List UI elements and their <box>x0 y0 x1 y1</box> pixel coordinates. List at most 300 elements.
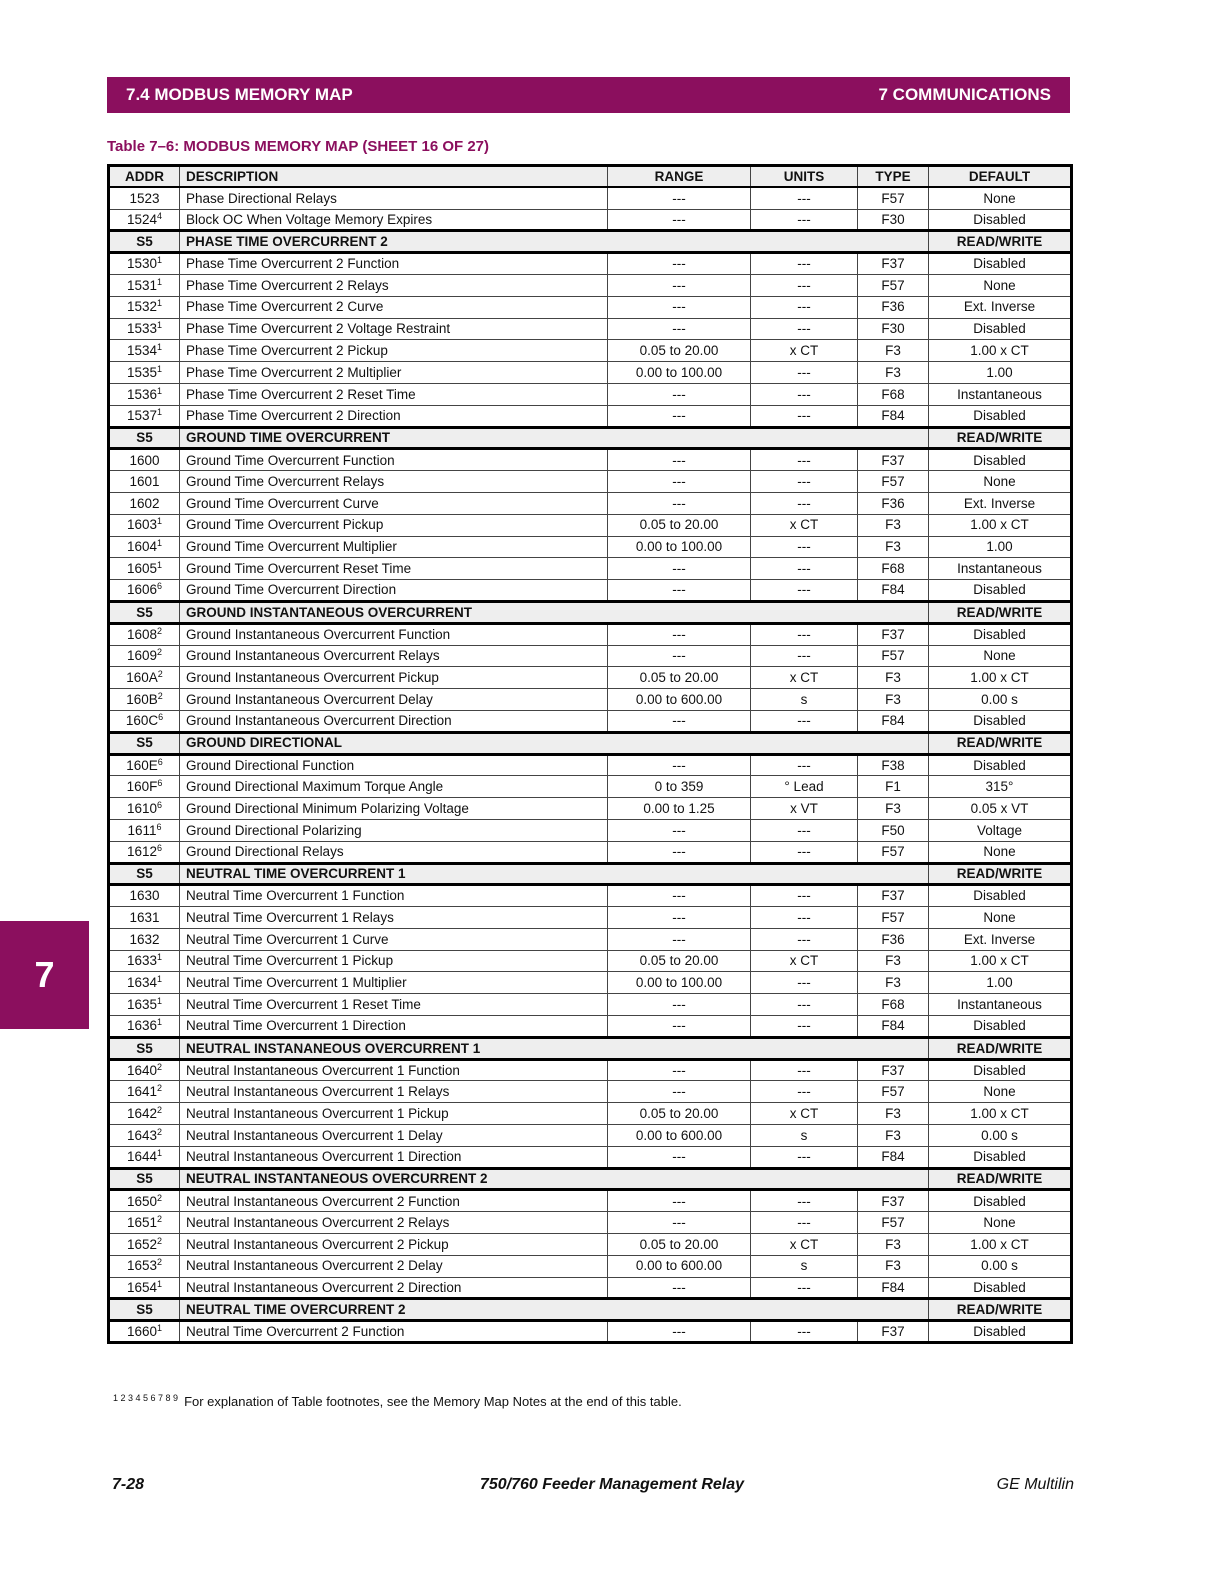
addr-cell <box>109 383 180 405</box>
addr-cell <box>109 667 180 689</box>
section-access-cell: READ/WRITE <box>929 231 1072 253</box>
section-title-cell: NEUTRAL TIME OVERCURRENT 1 <box>180 863 929 885</box>
range-cell: 0.05 to 20.00 <box>608 950 751 972</box>
addr-value: 1535 <box>126 364 158 380</box>
section-title: 7.4 MODBUS MEMORY MAP <box>126 85 353 104</box>
units-cell: --- <box>751 580 858 602</box>
section-title-cell: NEUTRAL INSTANANEOUS OVERCURRENT 1 <box>180 1037 929 1059</box>
footnote-ref: 2 <box>157 1235 163 1246</box>
type-cell: F68 <box>858 383 929 405</box>
addr-cell <box>109 558 180 580</box>
section-title-cell: GROUND INSTANTANEOUS OVERCURRENT <box>180 601 929 623</box>
table-row <box>109 1255 1072 1277</box>
units-cell: --- <box>751 1059 858 1081</box>
table-row <box>109 994 1072 1016</box>
table-title: Table 7–6: MODBUS MEMORY MAP (SHEET 16 OF 27) <box>107 138 490 155</box>
type-cell: F1 <box>858 776 929 798</box>
section-row <box>109 863 1072 885</box>
default-cell: None <box>929 187 1072 209</box>
default-cell: Disabled <box>929 754 1072 776</box>
default-cell: 1.00 x CT <box>929 950 1072 972</box>
range-cell: --- <box>608 296 751 318</box>
type-cell: F57 <box>858 1212 929 1234</box>
units-cell: --- <box>751 754 858 776</box>
units-cell: x CT <box>751 1234 858 1256</box>
description-cell: Ground Time Overcurrent Pickup <box>180 514 608 536</box>
footnote-numbers: 1 2 3 4 5 6 7 8 9 <box>113 1393 179 1403</box>
type-cell: F3 <box>858 798 929 820</box>
default-cell: None <box>929 907 1072 929</box>
footer-company: GE Multilin <box>996 1476 1074 1493</box>
table-row <box>109 296 1072 318</box>
range-cell: --- <box>608 580 751 602</box>
range-cell: --- <box>608 928 751 950</box>
table-row <box>109 1146 1072 1168</box>
footnote-ref: 1 <box>157 538 163 549</box>
addr-value: 1630 <box>129 888 160 904</box>
addr-value: 1523 <box>129 190 160 206</box>
range-cell: --- <box>608 994 751 1016</box>
default-cell: Ext. Inverse <box>929 928 1072 950</box>
addr-cell <box>109 580 180 602</box>
addr-cell <box>109 492 180 514</box>
default-cell: Disabled <box>929 710 1072 732</box>
range-cell: 0.00 to 100.00 <box>608 362 751 384</box>
footnote-ref: 2 <box>157 1061 163 1072</box>
description-cell: Phase Time Overcurrent 2 Curve <box>180 296 608 318</box>
addr-value: 1610 <box>126 800 158 816</box>
description-cell: Neutral Instantaneous Overcurrent 2 Relays <box>180 1212 608 1234</box>
description-cell: Ground Time Overcurrent Reset Time <box>180 558 608 580</box>
default-cell: 1.00 <box>929 362 1072 384</box>
addr-cell <box>109 318 180 340</box>
range-cell: 0.00 to 600.00 <box>608 1255 751 1277</box>
range-cell: --- <box>608 841 751 863</box>
units-cell: --- <box>751 362 858 384</box>
table-row <box>109 928 1072 950</box>
footnote-ref: 1 <box>157 516 163 527</box>
addr-value: 1524 <box>126 211 158 227</box>
range-cell: --- <box>608 754 751 776</box>
range-cell: 0 to 359 <box>608 776 751 798</box>
addr-value: 1600 <box>129 452 160 468</box>
description-cell: Ground Instantaneous Overcurrent Direction <box>180 710 608 732</box>
type-cell: F57 <box>858 1081 929 1103</box>
addr-value: 1631 <box>129 909 160 925</box>
units-cell: --- <box>751 558 858 580</box>
addr-value: 1608 <box>126 626 158 642</box>
description-cell: Ground Instantaneous Overcurrent Function <box>180 623 608 645</box>
addr-value: 1601 <box>129 473 160 489</box>
addr-cell <box>109 1125 180 1147</box>
default-cell: 1.00 <box>929 972 1072 994</box>
type-cell: F3 <box>858 972 929 994</box>
footnote-ref: 1 <box>157 298 163 309</box>
table-row <box>109 645 1072 667</box>
table-row <box>109 819 1072 841</box>
addr-value: 1532 <box>126 299 158 315</box>
footnote-ref: 6 <box>157 799 163 810</box>
col-header-addr: ADDR <box>109 166 180 188</box>
description-cell: Phase Time Overcurrent 2 Direction <box>180 405 608 427</box>
table-row <box>109 1103 1072 1125</box>
addr-cell <box>109 296 180 318</box>
table-header-row <box>109 166 1072 188</box>
section-access-cell: READ/WRITE <box>929 1168 1072 1190</box>
type-cell: F37 <box>858 449 929 471</box>
range-cell: --- <box>608 1016 751 1038</box>
description-cell: Ground Time Overcurrent Multiplier <box>180 536 608 558</box>
units-cell: --- <box>751 274 858 296</box>
type-cell: F3 <box>858 1103 929 1125</box>
units-cell: --- <box>751 405 858 427</box>
footnote-ref: 6 <box>157 842 163 853</box>
description-cell: Phase Time Overcurrent 2 Multiplier <box>180 362 608 384</box>
addr-value: 160E <box>126 757 158 773</box>
type-cell: F37 <box>858 1321 929 1343</box>
addr-cell <box>109 819 180 841</box>
default-cell: Disabled <box>929 1321 1072 1343</box>
table-row <box>109 580 1072 602</box>
footnote-ref: 1 <box>157 1017 163 1028</box>
description-cell: Ground Directional Function <box>180 754 608 776</box>
description-cell: Ground Time Overcurrent Relays <box>180 471 608 493</box>
default-cell: None <box>929 841 1072 863</box>
description-cell: Neutral Time Overcurrent 1 Multiplier <box>180 972 608 994</box>
addr-cell <box>109 776 180 798</box>
units-cell: --- <box>751 623 858 645</box>
type-cell: F57 <box>858 471 929 493</box>
range-cell: --- <box>608 274 751 296</box>
default-cell: Disabled <box>929 318 1072 340</box>
section-access-cell: READ/WRITE <box>929 1037 1072 1059</box>
range-cell: 0.05 to 20.00 <box>608 667 751 689</box>
type-cell: F3 <box>858 950 929 972</box>
section-title-cell: NEUTRAL INSTANTANEOUS OVERCURRENT 2 <box>180 1168 929 1190</box>
section-addr-cell: S5 <box>109 231 180 253</box>
footnote-ref: 1 <box>157 342 163 353</box>
type-cell: F37 <box>858 253 929 275</box>
addr-cell <box>109 689 180 711</box>
units-cell: --- <box>751 972 858 994</box>
default-cell: Voltage <box>929 819 1072 841</box>
description-cell: Neutral Instantaneous Overcurrent 1 Function <box>180 1059 608 1081</box>
range-cell: --- <box>608 383 751 405</box>
addr-cell <box>109 1016 180 1038</box>
addr-value: 1651 <box>126 1214 158 1230</box>
units-cell: s <box>751 1125 858 1147</box>
range-cell: --- <box>608 1277 751 1299</box>
type-cell: F68 <box>858 558 929 580</box>
units-cell: --- <box>751 187 858 209</box>
addr-cell <box>109 536 180 558</box>
type-cell: F38 <box>858 754 929 776</box>
units-cell: --- <box>751 1190 858 1212</box>
type-cell: F57 <box>858 645 929 667</box>
addr-cell <box>109 209 180 231</box>
footnote-ref: 2 <box>157 1083 163 1094</box>
description-cell: Phase Time Overcurrent 2 Pickup <box>180 340 608 362</box>
units-cell: --- <box>751 928 858 950</box>
type-cell: F36 <box>858 492 929 514</box>
footnote-ref: 4 <box>157 210 163 221</box>
default-cell: None <box>929 1212 1072 1234</box>
type-cell: F84 <box>858 1016 929 1038</box>
addr-cell <box>109 471 180 493</box>
range-cell: --- <box>608 1190 751 1212</box>
addr-value: 1640 <box>126 1062 158 1078</box>
range-cell: --- <box>608 710 751 732</box>
default-cell: Instantaneous <box>929 558 1072 580</box>
type-cell: F36 <box>858 928 929 950</box>
description-cell: Neutral Instantaneous Overcurrent 2 Pickup <box>180 1234 608 1256</box>
addr-value: 1642 <box>126 1105 158 1121</box>
footnote-ref: 6 <box>158 712 164 723</box>
addr-value: 1654 <box>126 1279 158 1295</box>
table-row <box>109 449 1072 471</box>
default-cell: Disabled <box>929 253 1072 275</box>
units-cell: x CT <box>751 950 858 972</box>
range-cell: --- <box>608 558 751 580</box>
type-cell: F37 <box>858 623 929 645</box>
default-cell: Disabled <box>929 1146 1072 1168</box>
units-cell: x CT <box>751 1103 858 1125</box>
range-cell: 0.00 to 100.00 <box>608 972 751 994</box>
section-row <box>109 1299 1072 1321</box>
addr-value: 1632 <box>129 931 160 947</box>
addr-value: 1635 <box>126 996 158 1012</box>
table-row <box>109 1212 1072 1234</box>
footer-title: 750/760 Feeder Management Relay <box>479 1476 745 1493</box>
range-cell: 0.00 to 600.00 <box>608 689 751 711</box>
default-cell: 1.00 x CT <box>929 667 1072 689</box>
addr-cell <box>109 623 180 645</box>
col-header-default: DEFAULT <box>929 166 1072 188</box>
section-access-cell: READ/WRITE <box>929 601 1072 623</box>
addr-value: 1534 <box>126 343 158 359</box>
addr-value: 1605 <box>126 560 158 576</box>
type-cell: F84 <box>858 1146 929 1168</box>
footnote-ref: 2 <box>157 1192 163 1203</box>
table-row <box>109 405 1072 427</box>
addr-cell <box>109 972 180 994</box>
addr-value: 1612 <box>126 843 158 859</box>
description-cell: Neutral Time Overcurrent 1 Relays <box>180 907 608 929</box>
section-row <box>109 427 1072 449</box>
default-cell: Disabled <box>929 885 1072 907</box>
col-header-description: DESCRIPTION <box>180 166 608 188</box>
addr-cell <box>109 1212 180 1234</box>
footnote-ref: 2 <box>157 1104 163 1115</box>
description-cell: Neutral Time Overcurrent 1 Reset Time <box>180 994 608 1016</box>
description-cell: Neutral Instantaneous Overcurrent 2 Direction <box>180 1277 608 1299</box>
type-cell: F57 <box>858 907 929 929</box>
footnote-ref: 2 <box>157 1213 163 1224</box>
default-cell: 0.00 s <box>929 1255 1072 1277</box>
units-cell: --- <box>751 536 858 558</box>
addr-cell <box>109 928 180 950</box>
addr-cell <box>109 274 180 296</box>
addr-value: 1611 <box>127 822 157 838</box>
table-row <box>109 253 1072 275</box>
section-addr-cell: S5 <box>109 601 180 623</box>
table-row <box>109 187 1072 209</box>
footnote-ref: 1 <box>157 255 163 266</box>
footnote-ref: 6 <box>157 756 163 767</box>
addr-value: 160F <box>126 778 158 794</box>
description-cell: Phase Time Overcurrent 2 Voltage Restraint <box>180 318 608 340</box>
range-cell: 0.00 to 100.00 <box>608 536 751 558</box>
description-cell: Neutral Instantaneous Overcurrent 2 Function <box>180 1190 608 1212</box>
footnote-ref: 6 <box>157 777 163 788</box>
table-row <box>109 492 1072 514</box>
footnote-ref: 6 <box>156 821 162 832</box>
addr-cell <box>109 885 180 907</box>
default-cell: Disabled <box>929 209 1072 231</box>
default-cell: 1.00 x CT <box>929 1103 1072 1125</box>
table-row <box>109 972 1072 994</box>
addr-value: 1644 <box>126 1149 158 1164</box>
description-cell: Neutral Instantaneous Overcurrent 1 Pickup <box>180 1103 608 1125</box>
addr-cell <box>109 1146 180 1168</box>
addr-cell <box>109 841 180 863</box>
addr-value: 1660 <box>126 1323 158 1339</box>
range-cell: 0.05 to 20.00 <box>608 1234 751 1256</box>
type-cell: F37 <box>858 1059 929 1081</box>
table-row <box>109 1081 1072 1103</box>
section-title-cell: GROUND DIRECTIONAL <box>180 732 929 754</box>
table-row <box>109 710 1072 732</box>
units-cell: ° Lead <box>751 776 858 798</box>
footnote-ref: 2 <box>157 1257 163 1268</box>
units-cell: --- <box>751 710 858 732</box>
addr-cell <box>109 405 180 427</box>
default-cell: Ext. Inverse <box>929 296 1072 318</box>
units-cell: --- <box>751 1277 858 1299</box>
type-cell: F3 <box>858 362 929 384</box>
footnote-ref: 1 <box>157 276 163 287</box>
default-cell: 1.00 x CT <box>929 1234 1072 1256</box>
table-row <box>109 318 1072 340</box>
default-cell: Instantaneous <box>929 383 1072 405</box>
type-cell: F36 <box>858 296 929 318</box>
addr-cell <box>109 1255 180 1277</box>
addr-value: 1636 <box>126 1018 158 1034</box>
addr-cell <box>109 1234 180 1256</box>
addr-cell <box>109 1277 180 1299</box>
addr-cell <box>109 1103 180 1125</box>
table-row <box>109 1125 1072 1147</box>
footnote-ref: 1 <box>157 406 163 417</box>
units-cell: --- <box>751 471 858 493</box>
table-row <box>109 841 1072 863</box>
type-cell: F50 <box>858 819 929 841</box>
range-cell: --- <box>608 1081 751 1103</box>
col-header-type: TYPE <box>858 166 929 188</box>
section-addr-cell: S5 <box>109 427 180 449</box>
addr-cell <box>109 1321 180 1343</box>
type-cell: F3 <box>858 689 929 711</box>
default-cell: None <box>929 1081 1072 1103</box>
units-cell: --- <box>751 885 858 907</box>
type-cell: F3 <box>858 340 929 362</box>
table-row <box>109 1234 1072 1256</box>
description-cell: Ground Directional Polarizing <box>180 819 608 841</box>
footnote-ref: 1 <box>157 1148 163 1158</box>
units-cell: --- <box>751 841 858 863</box>
range-cell: --- <box>608 253 751 275</box>
addr-cell <box>109 1190 180 1212</box>
description-cell: Ground Instantaneous Overcurrent Relays <box>180 645 608 667</box>
range-cell: --- <box>608 645 751 667</box>
range-cell: --- <box>608 623 751 645</box>
type-cell: F3 <box>858 514 929 536</box>
range-cell: --- <box>608 1059 751 1081</box>
default-cell: Disabled <box>929 449 1072 471</box>
units-cell: s <box>751 689 858 711</box>
table-row <box>109 536 1072 558</box>
units-cell: x VT <box>751 798 858 820</box>
range-cell: 0.05 to 20.00 <box>608 514 751 536</box>
addr-value: 1536 <box>126 386 158 402</box>
table-row <box>109 885 1072 907</box>
addr-value: 160B <box>126 691 158 707</box>
description-cell: Block OC When Voltage Memory Expires <box>180 209 608 231</box>
units-cell: x CT <box>751 340 858 362</box>
addr-cell <box>109 340 180 362</box>
addr-value: 1643 <box>126 1127 158 1143</box>
footnote-ref: 6 <box>157 581 163 592</box>
table-row <box>109 1016 1072 1038</box>
section-addr-cell: S5 <box>109 732 180 754</box>
default-cell: Disabled <box>929 1190 1072 1212</box>
default-cell: 1.00 <box>929 536 1072 558</box>
col-header-range: RANGE <box>608 166 751 188</box>
type-cell: F68 <box>858 994 929 1016</box>
section-title-cell: NEUTRAL TIME OVERCURRENT 2 <box>180 1299 929 1321</box>
addr-value: 1533 <box>126 321 158 337</box>
description-cell: Neutral Time Overcurrent 2 Function <box>180 1321 608 1343</box>
description-cell: Neutral Time Overcurrent 1 Pickup <box>180 950 608 972</box>
description-cell: Phase Directional Relays <box>180 187 608 209</box>
units-cell: --- <box>751 296 858 318</box>
range-cell: --- <box>608 1212 751 1234</box>
range-cell: --- <box>608 449 751 471</box>
description-cell: Ground Time Overcurrent Curve <box>180 492 608 514</box>
default-cell: Instantaneous <box>929 994 1072 1016</box>
table-row <box>109 471 1072 493</box>
section-addr-cell: S5 <box>109 1168 180 1190</box>
footnote-ref: 1 <box>157 995 163 1006</box>
description-cell: Neutral Time Overcurrent 1 Curve <box>180 928 608 950</box>
table-row <box>109 1277 1072 1299</box>
description-cell: Neutral Time Overcurrent 1 Function <box>180 885 608 907</box>
addr-value: 1531 <box>126 277 158 293</box>
units-cell: --- <box>751 1016 858 1038</box>
range-cell: 0.05 to 20.00 <box>608 1103 751 1125</box>
section-addr-cell: S5 <box>109 1299 180 1321</box>
section-title-cell: GROUND TIME OVERCURRENT <box>180 427 929 449</box>
units-cell: s <box>751 1255 858 1277</box>
type-cell: F84 <box>858 580 929 602</box>
section-access-cell: READ/WRITE <box>929 863 1072 885</box>
addr-cell <box>109 449 180 471</box>
range-cell: --- <box>608 187 751 209</box>
description-cell: Neutral Time Overcurrent 1 Direction <box>180 1016 608 1038</box>
addr-value: 1602 <box>129 495 160 511</box>
addr-value: 1604 <box>126 539 158 555</box>
table-row <box>109 1190 1072 1212</box>
